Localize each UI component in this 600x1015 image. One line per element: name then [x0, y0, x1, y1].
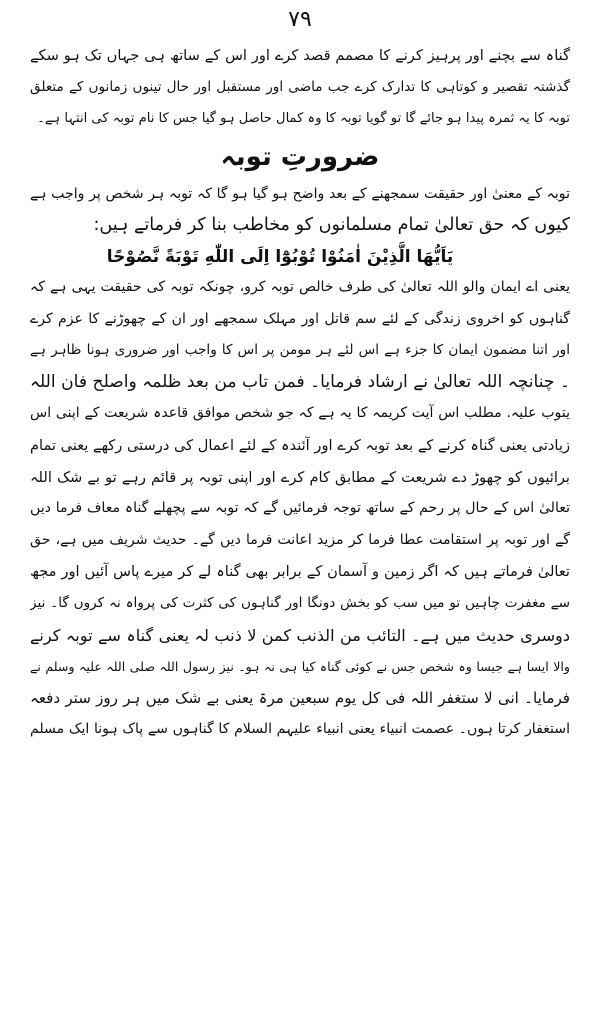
- text-line: گناہ سے بچنے اور پرہیز کرنے کا مصمم قصد کرے اور اس کے ساتھ ہی جہاں تک ہو سکے: [30, 47, 570, 64]
- paragraph-top: [30, 40, 570, 135]
- text-line: گذشتہ تقصیر و کوتاہی کا تدارک کرے جب ماضی اور مستقبل اور حال تینوں زمانوں کے متعلق: [30, 78, 570, 95]
- text-line: یعنی اے ایمان والو اللہ تعالیٰ کی طرف خالص توبہ کرو، چونکہ توبہ کی حقیقت یہی ہے کہ: [30, 278, 570, 295]
- text-line: کیوں کہ حق تعالیٰ تمام مسلمانوں کو مخاطب بنا کر فرماتے ہیں:: [93, 215, 570, 236]
- text-line: برائیوں کو چھوڑ دے شریعت کے مطابق کام کرے اور اپنی توبہ پر قائم رہے تو بے شک اللہ: [30, 468, 570, 486]
- text-line: والا ایسا ہے جیسا وہ شخص جس نے کوئی گناہ کیا ہی نہ ہو۔ نیز رسول اللہ صلی اللہ علیہ وسلم نے: [30, 659, 570, 675]
- text-line: گے اور توبہ پر استقامت عطا فرما کر مزید اعانت فرما دیں گے۔ حدیث شریف میں ہے، حق: [30, 531, 570, 548]
- page-number: ۷۹: [288, 7, 312, 32]
- text-line: تعالیٰ فرماتے ہیں کہ اگر زمین و آسمان کے برابر بھی گناہ لے کر میرے پاس آئیں اور مجھ: [30, 563, 570, 581]
- text-line: سے مغفرت چاہیں تو میں سب کو بخش دونگا اور گناہوں کی کثرت کی پرواہ نہ کروں گا۔ نیز: [30, 594, 570, 611]
- section-heading: ضرورتِ توبہ: [220, 141, 380, 172]
- quran-verse: يَاَيُّهَا الَّذِيْنَ اٰمَنُوْا تُوْبُوْٓا اِلَى اللّٰهِ تَوْبَةً نَّصُوْحًا: [106, 246, 454, 267]
- text-line: فرمایا۔ انی لا ستغفر اللہ فی کل یوم سبعین مرۃ یعنی بے شک میں ہر روز ستر دفعہ: [30, 688, 570, 707]
- text-line: تعالیٰ اس کے حال پر رحم کے ساتھ توجہ فرمائیں گے کہ توبہ سے پچھلے گناہ معاف فرما دیں: [30, 500, 570, 517]
- text-line: استغفار کرتا ہوں۔ عصمت انبیاء یعنی انبیاء علیہم السلام کا گناہوں سے پاک ہونا ایک مسلم: [30, 721, 570, 738]
- text-line: یتوب علیہ. مطلب اس آیت کریمہ کا یہ ہے کہ جو شخص موافق قاعدہ شریعت کے اپنی اس: [30, 405, 570, 422]
- text-line: زیادتی یعنی گناہ کرنے کے بعد توبہ کرے اور آئندہ کے لئے اعمال کی درستی رکھے یعنی تمام: [30, 436, 570, 454]
- text-line: دوسری حدیث میں ہے۔ التائب من الذنب کمن لا ذنب لہ یعنی گناہ سے توبہ کرنے: [30, 625, 570, 645]
- text-line: ۔ چنانچہ اللہ تعالیٰ نے ارشاد فرمایا۔ فمن تاب من بعد ظلمہ واصلح فان اللہ: [30, 371, 570, 392]
- text-line: گناہوں کو اخروی زندگی کے لئے سم قاتل اور مہلک سمجھے اور ان کے چھوڑنے کا عزم کرے: [30, 310, 570, 327]
- paragraph-main: [30, 272, 570, 746]
- text-line: اور اتنا مضمون ایمان کا جزء ہے اس لئے ہر مومن پر اس کا واجب اور ضروری ہونا ظاہر ہے: [30, 342, 570, 359]
- paragraph-intro: [30, 179, 570, 242]
- text-line: توبہ کا یہ ثمرہ پیدا ہو جائے گا تو گویا توبہ کا وہ کمال حاصل ہو گیا جس کا نام توبہ کی انتہا ہے۔: [37, 111, 570, 127]
- text-line: توبہ کے معنیٰ اور حقیقت سمجھنے کے بعد واضح ہو گیا ہو گا کہ توبہ ہر شخص پر واجب ہے: [30, 185, 570, 202]
